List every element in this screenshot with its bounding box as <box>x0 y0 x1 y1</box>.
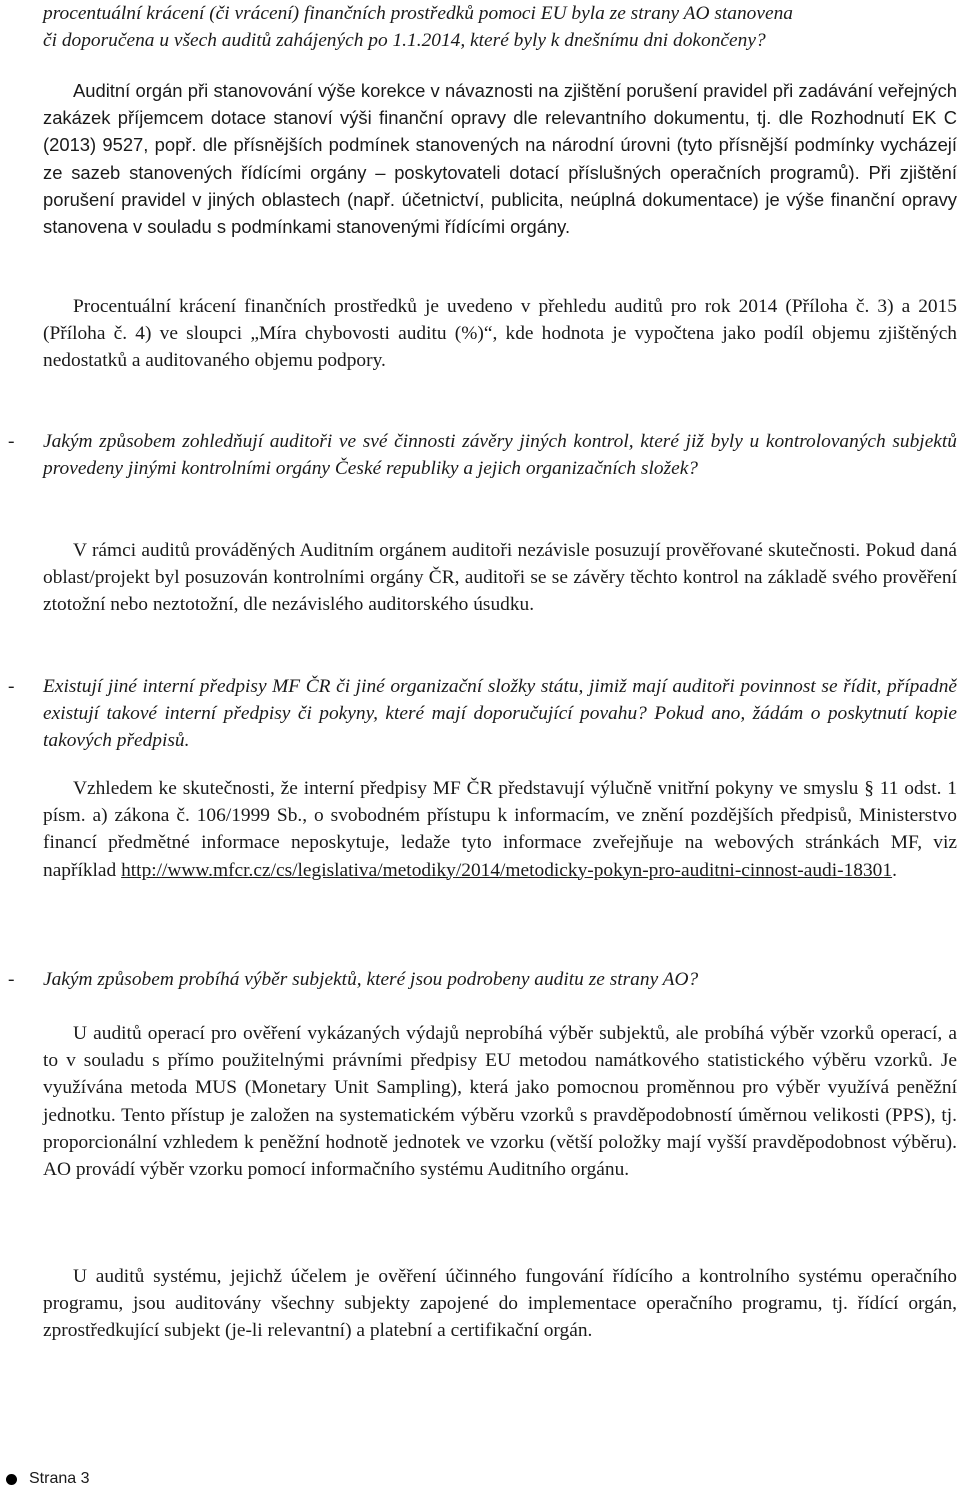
question-4: Jakým způsobem probíhá výběr subjektů, které jsou podrobeny auditu ze strany AO? <box>43 969 699 990</box>
answer-4-paragraph-2 <box>43 1263 957 1345</box>
answer-4-paragraph-1 <box>43 1020 957 1183</box>
answer-1-paragraph-2 <box>43 293 957 375</box>
question-1-line-1: procentuální krácení (či vrácení) finančních prostředků pomoci EU byla ze strany AO stanovena <box>43 3 793 24</box>
answer-4-text-2: U auditů systému, jejichž účelem je ověření účinného fungování řídícího a kontrolního systému operačního programu, jsou auditovány všechny subjekty zapojené do implementace operačního programu, tj. řídící orgán, zprostředkující subjekt (je-li relevantní) a platební a certifikační orgán. <box>43 1266 957 1342</box>
answer-3-period: . <box>892 859 897 881</box>
answer-4-text-1: U auditů operací pro ověření vykázaných výdajů neprobíhá výběr subjektů, ale probíhá výběr vzorků operací, a to v souladu s přímo použitelnými právními předpisy EU metodou namátkového statistického výběru vzorků. Je využívána metoda MUS (Monetary Unit Sampling), která jako pomocnou proměnnou pro výběr využívá peněžní jednotku. Tento přístup je založen na systematickém výběru vzorků s pravděpodobností úměrnou velikosti (PPS), tj. proporcionální vzhledem k peněžní hodnotě jednotek ve vzorku (větší položky mají vyšší pravděpodobnost výběru). AO provádí výběr vzorku pomocí informačního systému Auditního orgánu. <box>43 1023 957 1181</box>
answer-1-text: Auditní orgán při stanovování výše korekce v návaznosti na zjištění porušení pravidel při zadávání veřejných zakázek příjemcem dotace stanoví výši finanční opravy dle relevantního dokumentu, tj. dle Rozhodnutí EK C (2013) 9527, popř. dle přísnějších podmínek stanovených na národní úrovni (tyto přísnější podmínky vycházejí ze sazeb stanovených řídícími orgány – poskytovateli dotací příslušných operačních programů). Při zjištění porušení pravidel v jiných oblastech (např. účetnictví, publicita, neúplná dokumentace) je výše finanční opravy stanovena v souladu s podmínkami stanovenými řídícími orgány. <box>43 80 957 238</box>
bullet-icon <box>6 1474 17 1485</box>
page-number: Strana 3 <box>29 1470 90 1487</box>
question-2-dash: - <box>8 431 15 452</box>
answer-1-paragraph-1 <box>43 77 957 240</box>
answer-1-text-2: Procentuální krácení finančních prostředků je uvedeno v přehledu auditů pro rok 2014 (Příloha č. 3) a 2015 (Příloha č. 4) ve sloupci „Míra chybovosti auditu (%)“, kde hodnota je vypočtena jako podíl objemu zjištěných nedostatků a auditovaného objemu podpory. <box>43 296 957 372</box>
page-footer <box>6 1469 89 1489</box>
question-4-dash: - <box>8 969 15 990</box>
metodicky-pokyn-link[interactable]: http://www.mfcr.cz/cs/legislativa/metodiky/2014/metodicky-pokyn-pro-auditni-cinnost-audi-18301 <box>121 859 893 881</box>
question-3-dash: - <box>8 676 15 697</box>
question-1-continued <box>43 0 957 54</box>
question-1-line-2: či doporučena u všech auditů zahájených po 1.1.2014, které byly k dnešnímu dni dokončeny? <box>43 30 766 52</box>
answer-3-text: Vzhledem ke skutečnosti, že interní předpisy MF ČR představují výlučně vnitřní pokyny ve smyslu § 11 odst. 1 písm. a) zákona č. 106/1999 Sb., o svobodném přístupu k informacím, ve znění pozdějších předpisů, Ministerstvo financí předmětné informace neposkytuje, ledaže tyto informace zveřejňuje na webových stránkách MF, viz například <box>43 778 957 881</box>
answer-2-text: V rámci auditů prováděných Auditním orgánem auditoři nezávisle posuzují prověřované skutečnosti. Pokud daná oblast/projekt byl posuzován kontrolními orgány ČR, auditoři se se závěry těchto kontrol na základě svého prověření ztotožní nebo neztotožní, dle nezávislého auditorského úsudku. <box>43 540 957 616</box>
question-3: Existují jiné interní předpisy MF ČR či jiné organizační složky státu, jimiž mají auditoři povinnost se řídit, případně existují takové interní předpisy či pokyny, které mají doporučující povahu? Pokud ano, žádám o poskytnutí kopie takových předpisů. <box>43 676 957 752</box>
answer-2 <box>43 537 957 619</box>
answer-3 <box>43 775 957 884</box>
question-2: Jakým způsobem zohledňují auditoři ve své činnosti závěry jiných kontrol, které již byly u kontrolovaných subjektů provedeny jinými kontrolními orgány České republiky a jejich organizačních složek? <box>43 431 957 480</box>
